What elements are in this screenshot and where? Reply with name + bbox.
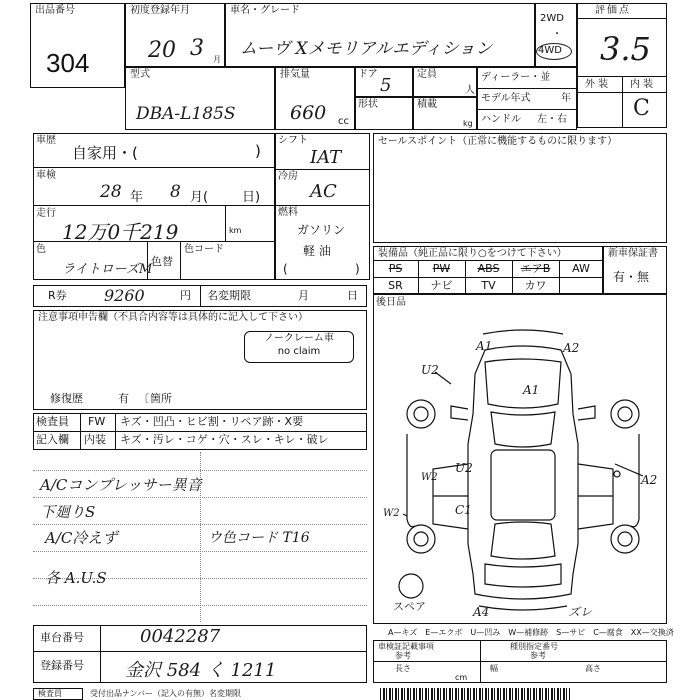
entry-label: 記入欄 bbox=[36, 433, 69, 446]
lot-number: 304 bbox=[46, 48, 90, 78]
shaken-month: 8 bbox=[170, 182, 181, 202]
repair-detail: 箇所 bbox=[150, 392, 172, 405]
first-reg-label: 初度登録年月 bbox=[130, 5, 190, 16]
equip-ps: PS bbox=[388, 262, 403, 275]
damage-legend: A—キズ E—エクボ U—凹み W—補修跡 S—サビ C—腐食 XX—交換済 bbox=[388, 628, 674, 637]
mileage-unit: km bbox=[229, 226, 242, 235]
handle-value: 左・右 bbox=[537, 114, 567, 125]
owner-label: 後日品 bbox=[376, 297, 406, 308]
footer-text: 受付出品ナンバー（記入の有無）名変期限 bbox=[90, 689, 242, 698]
drive-4wd: 4WD bbox=[538, 45, 562, 56]
warranty-label: 新車保証書 bbox=[608, 248, 658, 259]
bulb-note: ウ色コード T16 bbox=[208, 530, 310, 546]
notes-label: 注意事項申告欄（不具合内容等は具体的に記入して下さい） bbox=[38, 312, 308, 323]
load-label: 積載 bbox=[417, 99, 437, 110]
first-reg-year: 20 bbox=[148, 38, 176, 63]
remark-3: A/C冷えず bbox=[45, 529, 118, 547]
remark-1: A/Cコンプレッサー異音 bbox=[40, 476, 202, 494]
fuel-close: ) bbox=[355, 262, 360, 276]
inspector-fw-items: キズ・凹凸・ヒビ割・リペア跡・X要 bbox=[120, 415, 304, 428]
equipment-label: 装備品（純正品に限り○をつけて下さい） bbox=[378, 248, 567, 259]
cert-length: 長さ bbox=[395, 664, 411, 673]
car-diagram bbox=[373, 294, 667, 624]
equip-airbag: エアB bbox=[520, 262, 551, 275]
shift-label: シフト bbox=[278, 135, 308, 146]
noclaim-en: no claim bbox=[277, 346, 321, 357]
registration-label: 登録番号 bbox=[40, 659, 84, 672]
mark-u2-roof: U2 bbox=[455, 461, 473, 475]
shift-value: IAT bbox=[310, 147, 342, 168]
barcode bbox=[380, 688, 570, 700]
remark-2: 下廻りS bbox=[40, 503, 96, 521]
mileage-label: 走行 bbox=[36, 208, 56, 219]
drive-4wd-circle bbox=[536, 43, 572, 60]
fuel-label: 燃料 bbox=[278, 207, 298, 218]
int-label: 内 装 bbox=[630, 79, 654, 90]
repair-label: 修復歴 bbox=[50, 392, 83, 405]
shaken-year: 28 bbox=[100, 182, 122, 202]
displacement-label: 排気量 bbox=[280, 69, 310, 80]
inspector-int: 内装 bbox=[84, 433, 106, 446]
history-value: 自家用・( bbox=[72, 144, 138, 162]
ac-value: AC bbox=[310, 181, 337, 202]
cert-width: 幅 bbox=[490, 664, 498, 673]
color-label: 色 bbox=[36, 244, 46, 255]
equip-sr: SR bbox=[388, 279, 403, 292]
mark-a1-hood: A1 bbox=[523, 383, 540, 397]
color-value: ライトローズM bbox=[62, 262, 153, 277]
equip-leather: カワ bbox=[524, 279, 547, 292]
cert-height: 高さ bbox=[585, 664, 601, 673]
inspector-int-items: キズ・汚レ・コゲ・穴・スレ・キレ・破レ bbox=[120, 433, 329, 446]
spare-label: スペア bbox=[393, 600, 426, 613]
model-label: 型式 bbox=[130, 69, 150, 80]
history-label: 車歴 bbox=[36, 135, 56, 146]
mileage-value: 12万0千219 bbox=[62, 220, 179, 244]
shaken-label: 車検 bbox=[36, 170, 56, 181]
mark-w2-left: W2 bbox=[421, 472, 438, 483]
load-unit: kg bbox=[463, 119, 473, 128]
rating-label: 評価点 bbox=[595, 5, 631, 16]
car-name-value: ムーヴ Xメモリアルエディション bbox=[240, 39, 493, 59]
deadline-day-unit: 日 bbox=[347, 289, 358, 302]
noclaim-badge bbox=[244, 331, 354, 363]
drive-2wd: 2WD bbox=[540, 13, 564, 24]
cert-sub: 参考 bbox=[395, 651, 411, 660]
repaint-label: 色替 bbox=[151, 255, 173, 268]
ext-label: 外 装 bbox=[585, 79, 609, 90]
model-year-unit: 年 bbox=[561, 93, 571, 104]
fuel-open: ( bbox=[283, 262, 288, 276]
repair-value: 有 bbox=[118, 392, 129, 405]
drive-sep: ・ bbox=[552, 29, 562, 40]
recycle-label: R券 bbox=[48, 289, 67, 302]
kind-sub: 参考 bbox=[530, 651, 546, 660]
int-value: C bbox=[633, 96, 650, 121]
mark-a2-top: A2 bbox=[563, 341, 580, 355]
capacity-label: 定員 bbox=[417, 69, 437, 80]
sales-box bbox=[373, 133, 667, 243]
color-code-label: 色コード bbox=[184, 244, 224, 255]
cert-cm: cm bbox=[455, 673, 468, 682]
remark-4: 各 A.U.S bbox=[45, 569, 107, 587]
mark-zure: ズレ bbox=[568, 605, 593, 619]
equip-abs: ABS bbox=[477, 262, 500, 275]
recycle-value: 9260 bbox=[104, 286, 145, 305]
history-close: ) bbox=[255, 142, 261, 160]
cert-label: 車検証記載事項 bbox=[378, 642, 434, 651]
frame-label: 車台番号 bbox=[40, 631, 84, 644]
mark-w2-bottom: W2 bbox=[383, 508, 400, 519]
equip-pw: PW bbox=[432, 262, 451, 275]
capacity-unit: 人 bbox=[465, 85, 475, 96]
doors-value: 5 bbox=[380, 75, 392, 96]
warranty-value: 有・無 bbox=[613, 270, 650, 284]
shaken-day-unit: 日) bbox=[242, 190, 261, 205]
rating-value: 3.5 bbox=[600, 30, 651, 68]
kind-label: 種別指定番号 bbox=[510, 642, 558, 651]
equip-aw: AW bbox=[572, 262, 590, 275]
dealer-label: ディーラー・並 bbox=[481, 72, 551, 83]
first-reg-month: 3 bbox=[190, 36, 204, 61]
car-name-label: 車名・グレード bbox=[230, 5, 300, 16]
inspector-fw: FW bbox=[88, 415, 106, 428]
fuel-diesel: 軽 油 bbox=[303, 244, 331, 258]
recycle-unit: 円 bbox=[180, 289, 191, 302]
sales-label: セールスポイント（正常に機能するものに限ります） bbox=[378, 136, 618, 147]
lot-label: 出品番号 bbox=[35, 5, 75, 16]
shaken-year-unit: 年 bbox=[130, 190, 144, 205]
mark-a4: A4 bbox=[473, 605, 490, 619]
ac-label: 冷房 bbox=[278, 171, 298, 182]
displacement-unit: cc bbox=[338, 116, 349, 127]
shape-label: 形状 bbox=[358, 99, 378, 110]
fuel-gas: ガソリン bbox=[297, 223, 346, 237]
deadline-month-unit: 月 bbox=[298, 289, 309, 302]
noclaim-jp: ノークレーム車 bbox=[264, 333, 334, 344]
mark-a2-right: A2 bbox=[641, 473, 658, 487]
displacement-value: 660 bbox=[290, 102, 327, 124]
first-reg-month-unit: 月 bbox=[213, 55, 221, 64]
equip-tv: TV bbox=[481, 279, 496, 292]
equip-navi: ナビ bbox=[430, 279, 453, 292]
repair-open: 〔 bbox=[138, 392, 149, 405]
deadline-label: 名変期限 bbox=[207, 289, 251, 302]
inspector-label: 検査員 bbox=[36, 415, 69, 428]
model-year-label: モデル年式 bbox=[481, 93, 531, 104]
handle-label: ハンドル bbox=[481, 114, 521, 125]
model-value: DBA-L185S bbox=[136, 104, 236, 124]
registration-value: 金沢 584 く 1211 bbox=[125, 660, 277, 681]
shaken-month-unit: 月( bbox=[190, 190, 209, 205]
mark-u2-left: U2 bbox=[421, 363, 439, 377]
mark-c1: C1 bbox=[455, 503, 472, 517]
mark-a1-top: A1 bbox=[476, 339, 493, 353]
footer-label: 検査員 bbox=[38, 689, 62, 698]
frame-value: 0042287 bbox=[140, 626, 221, 647]
doors-label: ドア bbox=[358, 69, 378, 80]
